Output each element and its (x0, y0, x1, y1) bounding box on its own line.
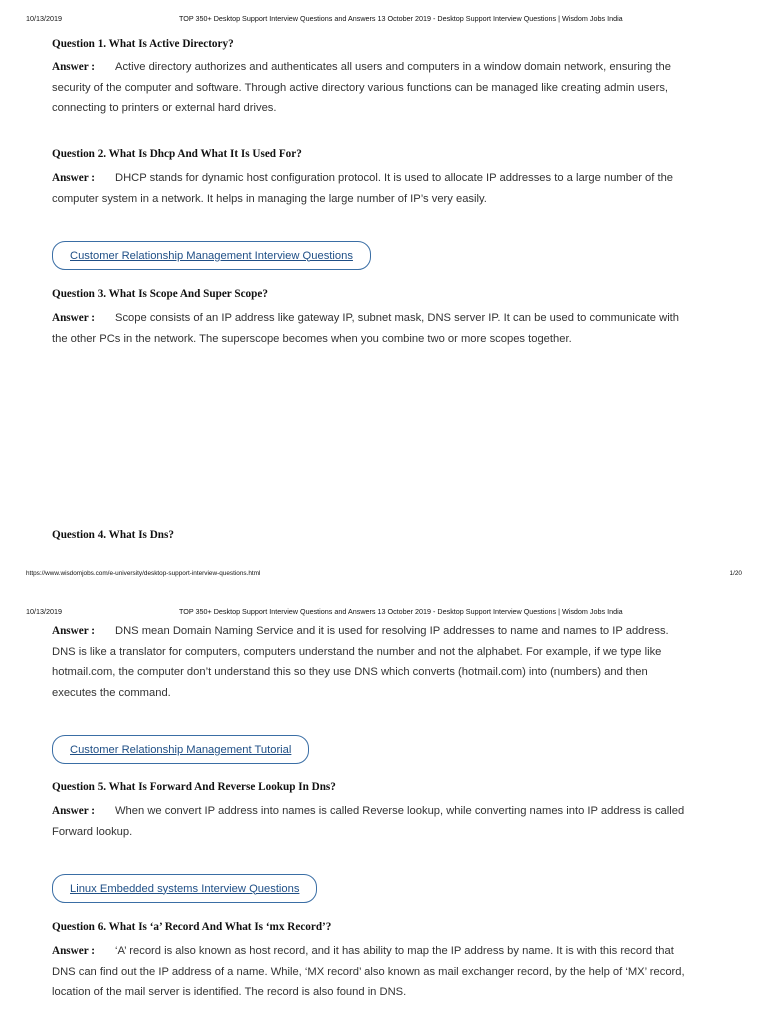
page-number: 1/20 (729, 570, 742, 577)
answer-line (52, 621, 712, 642)
answer-label: Answer : (52, 805, 95, 817)
answer-label: Answer : (52, 945, 95, 957)
answer-text: DNS can find out the IP address of a name. While, ‘MX record’ also known as mail exchanger record, by the help of ‘MX’ record, (52, 965, 685, 978)
answer-label: Answer : (52, 625, 95, 637)
answer-text: hotmail.com, the computer don’t understand this so they use DNS which converts (hotmail.com) into (numbers) and then (52, 666, 648, 678)
page-header (0, 14, 768, 28)
answer-text: connecting to printers or external hard drives. (52, 102, 277, 114)
page-footer (0, 570, 768, 582)
question-4-heading: Question 4. What Is Dns? (52, 529, 174, 541)
answer-text: When we convert IP address into names is called Reverse lookup, while converting names into IP address is called (115, 805, 685, 817)
answer-label: Answer : (52, 61, 95, 73)
answer-6 (52, 941, 712, 1003)
answer-text: Active directory authorizes and authenticates all users and computers in a window domain network, ensuring the (115, 61, 671, 73)
print-date: 10/13/2019 (26, 607, 62, 616)
crm-tutorial-link[interactable]: Customer Relationship Management Tutorial (70, 743, 292, 756)
related-link-pill[interactable] (52, 735, 309, 764)
answer-4 (52, 621, 712, 703)
answer-3 (52, 308, 712, 349)
question-3-heading: Question 3. What Is Scope And Super Scope? (52, 288, 268, 300)
print-title: TOP 350+ Desktop Support Interview Questions and Answers 13 October 2019 - Desktop Support Interview Questions | Wisdom Jobs India (179, 14, 623, 23)
related-link-pill[interactable] (52, 241, 371, 270)
answer-text: computer system in a network. It helps in managing the large number of IP’s very easily. (52, 192, 487, 205)
answer-text: DNS mean Domain Naming Service and it is used for resolving IP addresses to name and names to IP address. (115, 625, 669, 637)
answer-text: DHCP stands for dynamic host configuration protocol. It is used to allocate IP addresses to a large number of the (115, 172, 674, 184)
print-date: 10/13/2019 (26, 14, 62, 23)
print-title: TOP 350+ Desktop Support Interview Questions and Answers 13 October 2019 - Desktop Support Interview Questions | Wisdom Jobs India (179, 607, 623, 616)
answer-line (52, 801, 712, 822)
answer-line (52, 941, 712, 962)
answer-5 (52, 801, 712, 842)
answer-text: the other PCs in the network. The superscope becomes when you combine two or more scopes together. (52, 332, 572, 345)
page-header (0, 607, 768, 621)
linux-embedded-interview-questions-link[interactable]: Linux Embedded systems Interview Questions (70, 882, 300, 895)
answer-text: Scope consists of an IP address like gateway IP, subnet mask, DNS server IP. It can be used to communicate with (115, 312, 680, 324)
answer-label: Answer : (52, 312, 95, 324)
answer-1 (52, 57, 712, 119)
crm-interview-questions-link[interactable]: Customer Relationship Management Interview Questions (70, 249, 353, 262)
source-url: https://www.wisdomjobs.com/e-university/desktop-support-interview-questions.html (26, 570, 261, 577)
answer-line (52, 168, 712, 189)
question-6-heading: Question 6. What Is ‘a’ Record And What Is ‘mx Record’? (52, 921, 332, 933)
related-link-pill[interactable] (52, 874, 317, 903)
answer-line (52, 308, 712, 329)
answer-text: ‘A’ record is also known as host record, and it has ability to map the IP address by name. It is with this record that (115, 945, 674, 957)
answer-label: Answer : (52, 172, 95, 184)
answer-text: Forward lookup. (52, 825, 133, 838)
question-2-heading: Question 2. What Is Dhcp And What It Is Used For? (52, 148, 302, 160)
answer-2 (52, 168, 712, 209)
answer-text: security of the computer and software. Through active directory various functions can be managed like creating admin users, (52, 81, 669, 94)
question-1-heading: Question 1. What Is Active Directory? (52, 38, 234, 50)
answer-line (52, 57, 712, 78)
answer-text: location of the mail server is identified. The record is also found in DNS. (52, 986, 407, 998)
answer-text: DNS is like a translator for computers, computers understand the number and not the alphabet. For example, if we type like (52, 645, 662, 658)
question-5-heading: Question 5. What Is Forward And Reverse Lookup In Dns? (52, 781, 336, 793)
answer-text: executes the command. (52, 686, 171, 699)
